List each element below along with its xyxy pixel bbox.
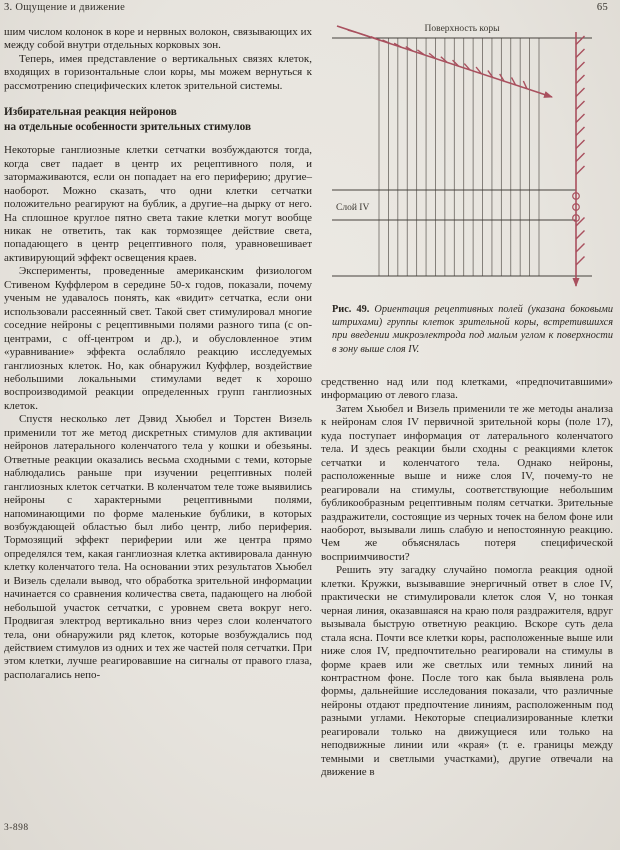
figure-caption-text: Ориентация рецептивных полей (указана боковыми штрихами) группы клеток зрительной коры, встретившихся при введении микроэлектрода под малым углом к поверхности в зону выше слоя IV. [332,304,613,355]
section-heading [4,105,312,135]
paragraph: Эксперименты, проведенные американским физиологом Стивеном Куффлером в середине 50-х годов, показали, почему ученым не удавалось понять, как «видит» сетчатка, если они использовали рассеянный свет. Такой свет стимулировал многие соседние нейроны с рецептивными полями разного типа (с on-центрами, с off-центром и др.), и обусловленное этим «уравнивание» эффекта ослабляло реакцию исследуемых ганглиозных клеток. Но, как обнаружил Куффлер, воздействие небольшими локальными стимулами ведет к хорошо воспроизводимой реакции определенных групп ганглиозных клеток. [4,265,312,412]
page-number: 65 [596,2,608,13]
paragraph: средственно над или под клетками, «предпочитавшими» информацию от левого глаза. [321,376,613,402]
right-column [321,376,613,780]
figure-caption-label: Рис. 49. [332,304,370,315]
orientation-ticks-vertical [576,36,585,265]
paragraph: Теперь, имея представление о вертикальных связях клеток, входящих в горизонтальные слои коры, мы можем вернуться к рассмотрению специфических клеток зрительной системы. [4,52,312,92]
running-head: 3. Ощущение и движение [4,2,126,13]
paragraph: шим числом колонок в коре и нервных волокон, связывающих их между собой внутри отдельных корковых зон. [4,26,312,52]
cortical-column-lines [379,38,539,276]
paragraph: Спустя несколько лет Дэвид Хьюбел и Торстен Визель применили тот же метод дискретных стимулов для активации нейронов латерального коленчатого тела у кошки и обезьяны. Ответные реакции оказались весьма сходными с теми, которые наблюдались раньше при изучении рецептивных полей ганглиозных клеток сетчатки. В коленчатом теле тоже выявились нейроны с характерными рецептивными полями, напоминающими по форме маленькие бублики, в которых возбуждающей областью был либо центр, либо периферия. Тормозящий эффект периферии или же центра прямо определялся тем, какая ганглиозная клетка активировала данную клетку коленчатого тела. На основании этих результатов Хьюбел и Визель сделали вывод, что обработка зрительной информации начинается со сравнения количества света, падающего на любой небольшой участок сетчатки, с уровнем света вокруг него. Продвигая электрод вертикально вниз через слои коленчатого тела, они обнаружили ряд клеток, которые возбуждались под действием стимулов из одних и тех же частей поля сетчатки. При этом клетки, лучше реагировавшие на сигналы от правого глаза, располагались непо- [4,413,312,681]
printers-mark: 3-898 [4,823,29,833]
left-column [4,26,312,682]
orientation-columns-diagram [330,14,612,300]
layer4-label: Слой IV [336,203,370,213]
cortex-surface-label: Поверхность коры [424,24,500,34]
paragraph: Затем Хьюбел и Визель применили те же методы анализа к нейронам слоя IV первичной зрительной коры (поле 17), куда поступает информация от латерального коленчатого тела. И здесь реакции были сходны с реакциями клеток сетчатки и коленчатого тела. Однако нейроны, расположенные выше и ниже слоя IV, почему-то не реагировали на стимулы, соответствующие небольшим бубликообразным рецептивным полям сетчатки. Зрительные раздражители, состоящие из черных точек на белом фоне или наоборот, вызывали лишь слабую и непостоянную реакцию. Чем же объяснялась потеря специфической восприимчивости? [321,402,613,563]
paragraph: Решить эту загадку случайно помогла реакция одной клетки. Кружки, вызывавшие энергичный ответ в слое IV, практически не стимулировали клеток слоя V, но тонкая черная линия, оказавшаяся на краю поля раздражителя, вдруг вызывала быструю ответную реакцию. Вскоре суть дела стала ясна. Почти все клетки коры, расположенные выше или ниже слоя IV, предпочтительно реагировали на стимулы в форме краев или же светлых или темных линий на контрастном фоне. После того как была выявлена роль формы, дальнейшие исследования показали, что различные нейроны отдают предпочтение линиям, расположенным под разными углами. Некоторые специализированные клетки реагировали только на движущиеся или только на неподвижные линии или «края» (т. е. границы между темными и светлыми участками), другие отвечали на движение в [321,564,613,779]
section-heading-line1: Избирательная реакция нейронов [4,106,177,119]
paragraph: Некоторые ганглиозные клетки сетчатки возбуждаются тогда, когда свет падает в центр их рецептивного поля, и затормаживаются, если он попадает на его периферию; другие–наоборот. Можно сказать, что одни клетки сетчатки положительно реагируют на бублик, а другие–на дырку от него. На сплошное круглое пятно света такие клетки могут вообще никак не ответить, так как тормозящее действие света, попадающего в центр рецептивного поля, уравновешивает активирующий эффект освещения краев. [4,144,312,264]
figure-49 [330,14,612,305]
figure-caption [332,303,613,356]
page-header [4,2,608,13]
section-heading-line2: на отдельные особенности зрительных стимулов [4,121,252,134]
